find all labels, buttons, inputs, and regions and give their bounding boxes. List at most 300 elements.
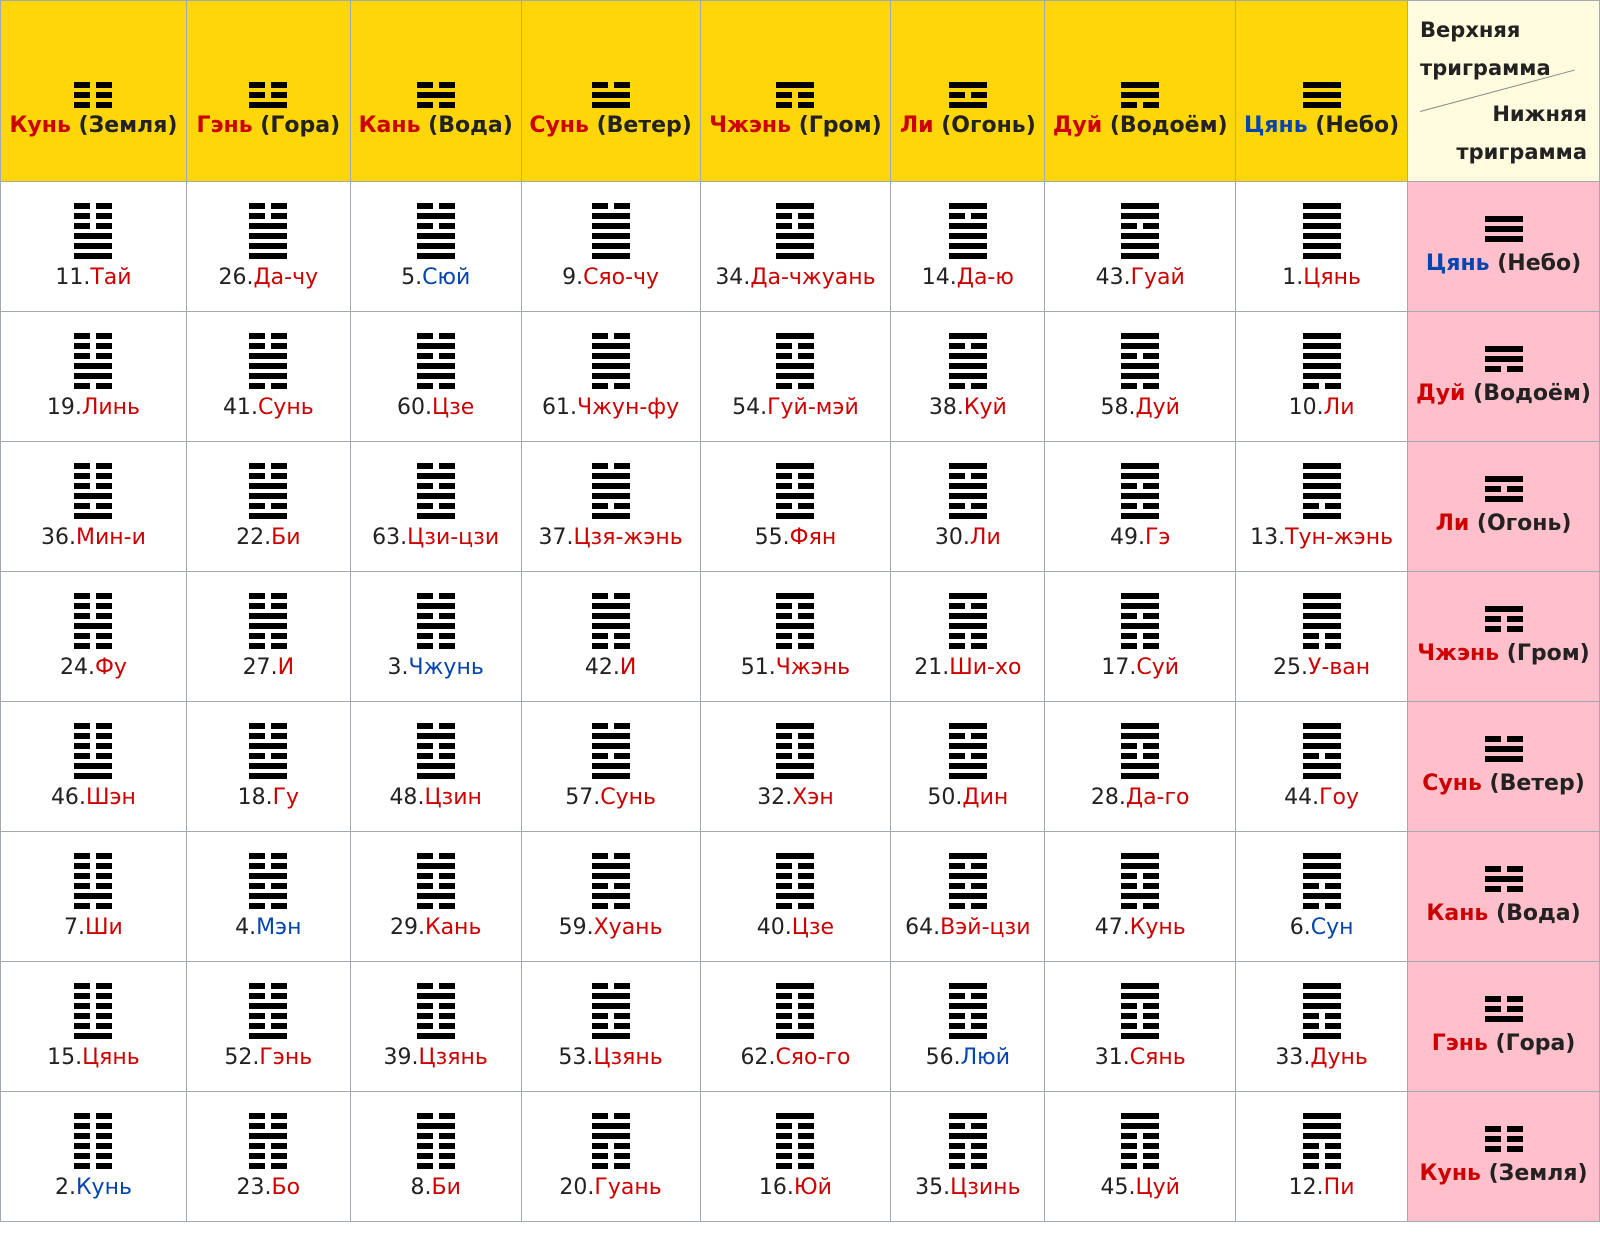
hexagram-name-link[interactable]: Би: [431, 1175, 461, 1200]
yang-line: [592, 1033, 630, 1039]
trigram-label: [529, 114, 692, 138]
hexagram-number: 27: [242, 655, 271, 680]
hexagram-name-link[interactable]: Цянь: [1303, 265, 1361, 290]
yin-line: [592, 1023, 630, 1029]
hexagram-icon: [74, 463, 112, 523]
table-row: [1, 1092, 1600, 1222]
trigram-label: [9, 114, 177, 138]
yin-line: [249, 753, 287, 759]
number-separator: .: [265, 785, 273, 810]
yang-line: [1121, 203, 1159, 209]
yin-line: [949, 863, 987, 869]
hexagram-name-link[interactable]: Чжэнь: [775, 655, 851, 680]
yang-line: [776, 233, 814, 239]
column-header-dui: [1045, 1, 1236, 182]
yang-line: [776, 763, 814, 769]
hexagram-icon: [417, 593, 455, 653]
yang-line: [592, 243, 630, 249]
hexagram-name-link[interactable]: Гоу: [1319, 785, 1360, 810]
hexagram-name-link[interactable]: Дуй: [1135, 395, 1180, 420]
lower-caption-line1: Нижняя: [1492, 102, 1587, 126]
hexagram-label: [223, 395, 314, 420]
yin-line: [776, 223, 814, 229]
yang-line: [1121, 343, 1159, 349]
hexagram-label: [55, 1175, 132, 1200]
row-header-li: [1408, 442, 1600, 572]
hexagram-icon: [592, 983, 630, 1043]
yin-line: [1121, 873, 1159, 879]
yin-line: [949, 633, 987, 639]
yin-line: [74, 643, 112, 649]
number-separator: .: [68, 1175, 76, 1200]
yin-line: [949, 1163, 987, 1169]
hexagram-cell: [521, 442, 700, 572]
yang-line: [1303, 82, 1341, 88]
hexagram-name-link[interactable]: Люй: [960, 1045, 1011, 1070]
hexagram-label: [585, 655, 636, 680]
yang-line: [949, 513, 987, 519]
hexagram-name-link[interactable]: Ши-хо: [949, 655, 1022, 680]
row-header-qian: [1408, 182, 1600, 312]
number-separator: .: [249, 915, 257, 940]
yang-line: [1121, 1113, 1159, 1119]
yin-line: [249, 343, 287, 349]
yang-line: [1303, 483, 1341, 489]
hexagram-name-link[interactable]: Цзянь: [418, 1045, 488, 1070]
hexagram-label: [60, 655, 127, 680]
hexagram-name-link[interactable]: Чжун-фу: [577, 395, 680, 420]
hexagram-label: [757, 915, 834, 940]
hexagram-name-link[interactable]: Кунь: [75, 1175, 132, 1200]
yang-line: [74, 513, 112, 519]
yang-line: [249, 743, 287, 749]
hexagram-cell: [1236, 832, 1408, 962]
yang-line: [776, 983, 814, 989]
yang-line: [1121, 82, 1159, 88]
number-separator: .: [587, 1175, 595, 1200]
hexagram-label: [55, 265, 131, 290]
hexagram-name-link[interactable]: Пи: [1323, 1175, 1355, 1200]
yin-line: [74, 883, 112, 889]
yin-line: [74, 863, 112, 869]
trigram-name: Чжэнь: [709, 112, 792, 138]
hexagram-number: 18: [237, 785, 266, 810]
hexagram-cell: [521, 182, 700, 312]
table-row: [1, 962, 1600, 1092]
yang-line: [1303, 1123, 1341, 1129]
yang-line: [949, 333, 987, 339]
yang-line: [592, 363, 630, 369]
hexagram-name-link[interactable]: Гэ: [1144, 525, 1171, 550]
number-separator: .: [955, 785, 963, 810]
yang-line: [1303, 92, 1341, 98]
hexagram-cell: [1, 182, 187, 312]
yang-line: [776, 253, 814, 259]
hexagram-name-link[interactable]: Кань: [424, 915, 482, 940]
hexagram-cell: [891, 442, 1045, 572]
hexagram-name-link[interactable]: Сунь: [600, 785, 656, 810]
yin-line: [776, 873, 814, 879]
hexagram-name-link[interactable]: Юй: [793, 1175, 832, 1200]
yang-line: [776, 1033, 814, 1039]
yang-line: [1485, 356, 1523, 362]
trigram-label: [1422, 772, 1585, 796]
hexagram-icon: [417, 723, 455, 783]
number-separator: .: [425, 395, 433, 420]
hexagram-label: [1284, 785, 1359, 810]
yang-line: [592, 473, 630, 479]
hexagram-icon: [1121, 333, 1159, 393]
yang-line: [592, 373, 630, 379]
trigram-name: Кунь: [9, 112, 71, 138]
yang-line: [592, 1133, 630, 1139]
hexagram-number: 56: [925, 1045, 954, 1070]
yin-line: [417, 1153, 455, 1159]
hexagram-cell: [186, 442, 350, 572]
yin-line: [249, 983, 287, 989]
yang-line: [949, 893, 987, 899]
yang-line: [249, 493, 287, 499]
hexagram-name-link[interactable]: Да-го: [1125, 785, 1190, 810]
yin-line: [949, 1143, 987, 1149]
hexagram-label: [51, 785, 136, 810]
yin-line: [776, 643, 814, 649]
hexagram-icon: [949, 593, 987, 653]
row-header-kan: [1408, 832, 1600, 962]
hexagram-name-link[interactable]: Цзя-жэнь: [573, 525, 683, 550]
number-separator: .: [576, 265, 584, 290]
hexagram-name-link[interactable]: Ли: [969, 525, 1001, 550]
yang-line: [949, 593, 987, 599]
yang-line: [417, 1033, 455, 1039]
number-separator: .: [612, 655, 620, 680]
hexagram-cell: [1236, 1092, 1408, 1222]
hexagram-label: [1290, 915, 1354, 940]
hexagram-name-link[interactable]: Цзинь: [950, 1175, 1021, 1200]
number-separator: .: [250, 395, 258, 420]
hexagram-name-link[interactable]: Сунь: [257, 395, 314, 420]
zhen-trigram-icon: [1485, 606, 1523, 636]
yin-line: [74, 1003, 112, 1009]
yang-line: [1303, 463, 1341, 469]
yang-line: [1485, 606, 1523, 612]
yin-line: [74, 92, 112, 98]
yin-line: [776, 633, 814, 639]
yin-line: [592, 82, 630, 88]
yang-line: [776, 243, 814, 249]
hexagram-name-link[interactable]: Ли: [1323, 395, 1355, 420]
hexagram-number: 19: [46, 395, 75, 420]
hexagram-name-link[interactable]: Чжунь: [408, 655, 484, 680]
trigram-gloss: (Вода): [420, 112, 513, 138]
hexagram-number: 43: [1095, 265, 1124, 290]
hexagram-name-link[interactable]: Шэн: [85, 785, 136, 810]
yang-line: [417, 603, 455, 609]
hexagram-cell: [1, 702, 187, 832]
yang-line: [1303, 1033, 1341, 1039]
hexagram-cell: [350, 442, 521, 572]
hexagram-label: [558, 1045, 662, 1070]
hexagram-name-link[interactable]: Гэнь: [259, 1045, 313, 1070]
yang-line: [249, 233, 287, 239]
hexagram-number: 26: [218, 265, 247, 290]
hexagram-icon: [249, 593, 287, 653]
yang-line: [1121, 253, 1159, 259]
yang-line: [776, 893, 814, 899]
yin-line: [249, 473, 287, 479]
yin-line: [592, 1013, 630, 1019]
yang-line: [1303, 253, 1341, 259]
hexagram-name-link[interactable]: Ши: [85, 915, 123, 940]
yin-line: [249, 82, 287, 88]
lower-caption-line2: триграмма: [1456, 140, 1587, 164]
hexagram-name-link[interactable]: Цзе: [791, 915, 835, 940]
yang-line: [249, 253, 287, 259]
hexagram-name-link[interactable]: И: [619, 655, 637, 680]
hexagram-label: [1101, 1175, 1180, 1200]
yin-line: [949, 92, 987, 98]
yang-line: [776, 853, 814, 859]
yang-line: [1485, 476, 1523, 482]
yang-line: [1303, 513, 1341, 519]
hexagram-name-link[interactable]: Гуань: [594, 1175, 662, 1200]
hexagram-icon: [776, 463, 814, 523]
yang-line: [949, 1033, 987, 1039]
hexagram-name-link[interactable]: Сянь: [1129, 1045, 1186, 1070]
trigram-gloss: (Вода): [1488, 901, 1581, 927]
yin-line: [74, 993, 112, 999]
yang-line: [417, 513, 455, 519]
number-separator: .: [264, 1175, 272, 1200]
hexagram-name-link[interactable]: Сяо-чу: [583, 265, 660, 290]
hexagram-name-link[interactable]: Сюй: [422, 265, 471, 290]
number-separator: .: [1123, 265, 1131, 290]
hexagram-cell: [1, 832, 187, 962]
hexagram-name-link[interactable]: У-ван: [1308, 655, 1371, 680]
yin-line: [776, 743, 814, 749]
yin-line: [417, 1113, 455, 1119]
yin-line: [249, 463, 287, 469]
hexagram-name-link[interactable]: Сун: [1310, 915, 1354, 940]
hexagram-icon: [249, 203, 287, 263]
yang-line: [417, 243, 455, 249]
hexagram-name-link[interactable]: Цзянь: [593, 1045, 663, 1070]
yin-line: [74, 613, 112, 619]
hexagram-cell: [700, 832, 891, 962]
hexagram-icon: [417, 1113, 455, 1173]
yang-line: [417, 363, 455, 369]
yin-line: [249, 883, 287, 889]
hexagram-name-link[interactable]: Дунь: [1310, 1045, 1368, 1070]
hexagram-number: 40: [756, 915, 785, 940]
hexagram-name-link[interactable]: Цзи-цзи: [407, 525, 500, 550]
number-separator: .: [1128, 1175, 1136, 1200]
yang-line: [776, 203, 814, 209]
number-separator: .: [586, 915, 594, 940]
hexagram-label: [41, 525, 146, 550]
hexagram-number: 20: [559, 1175, 588, 1200]
yang-line: [592, 493, 630, 499]
hexagram-name-link[interactable]: Хуань: [593, 915, 663, 940]
hexagram-name-link[interactable]: Би: [271, 525, 301, 550]
hexagram-number: 5: [401, 265, 416, 290]
hexagram-name-link[interactable]: Хэн: [792, 785, 834, 810]
hexagram-number: 1: [1282, 265, 1297, 290]
yang-line: [249, 363, 287, 369]
hexagram-label: [565, 785, 656, 810]
trigram-label: [1053, 114, 1228, 138]
yang-line: [1485, 1016, 1523, 1022]
hexagram-name-link[interactable]: Гуй-мэй: [767, 395, 859, 420]
hexagram-cell: [891, 1092, 1045, 1222]
yang-line: [249, 773, 287, 779]
yin-line: [592, 883, 630, 889]
yang-line: [417, 773, 455, 779]
hexagram-icon: [74, 1113, 112, 1173]
hexagram-name-link[interactable]: Дин: [962, 785, 1009, 810]
hexagram-label: [235, 915, 301, 940]
column-header-li: [891, 1, 1045, 182]
yang-line: [249, 223, 287, 229]
hexagram-name-link[interactable]: Цзе: [432, 395, 475, 420]
hexagram-name-link[interactable]: Гуай: [1130, 265, 1185, 290]
yin-line: [417, 223, 455, 229]
hexagram-label: [1091, 785, 1190, 810]
number-separator: .: [743, 265, 751, 290]
yin-line: [949, 473, 987, 479]
hexagram-label: [1289, 1175, 1355, 1200]
hexagram-name-link[interactable]: Сяо-го: [775, 1045, 851, 1070]
hexagram-name-link[interactable]: Цуй: [1135, 1175, 1180, 1200]
table-row: [1, 572, 1600, 702]
hexagram-name-link[interactable]: Цзин: [424, 785, 482, 810]
hexagram-name-link[interactable]: Мин-и: [75, 525, 146, 550]
hexagram-name-link[interactable]: Да-чжуань: [750, 265, 876, 290]
lower-trigram-caption: [1456, 95, 1587, 171]
yin-line: [776, 1133, 814, 1139]
yang-line: [949, 773, 987, 779]
hexagram-name-link[interactable]: Линь: [81, 395, 141, 420]
yin-line: [592, 333, 630, 339]
hexagram-number: 48: [389, 785, 418, 810]
yang-line: [592, 613, 630, 619]
number-separator: .: [83, 265, 91, 290]
trigram-gloss: (Земля): [70, 112, 178, 138]
hexagram-name-link[interactable]: И: [277, 655, 295, 680]
zhen-trigram-icon: [776, 82, 814, 112]
hexagram-number: 24: [59, 655, 88, 680]
hexagram-cell: [1045, 962, 1236, 1092]
yang-line: [949, 102, 987, 108]
hexagram-number: 7: [64, 915, 79, 940]
hexagram-number: 64: [905, 915, 934, 940]
hexagram-name-link[interactable]: Куй: [963, 395, 1007, 420]
yang-line: [74, 243, 112, 249]
number-separator: .: [78, 915, 86, 940]
hexagram-name-link[interactable]: Бо: [271, 1175, 301, 1200]
hexagram-name-link[interactable]: Тай: [90, 265, 132, 290]
trigram-label: [1417, 642, 1589, 666]
yin-line: [776, 353, 814, 359]
number-separator: .: [400, 525, 408, 550]
yang-line: [949, 373, 987, 379]
number-separator: .: [768, 655, 776, 680]
yin-line: [74, 1133, 112, 1139]
yin-line: [74, 343, 112, 349]
hexagram-name-link[interactable]: Гу: [272, 785, 300, 810]
hexagram-name-link[interactable]: Кунь: [1129, 915, 1186, 940]
yin-line: [592, 203, 630, 209]
yin-line: [592, 1153, 630, 1159]
yang-line: [417, 213, 455, 219]
yang-line: [592, 92, 630, 98]
yang-line: [949, 873, 987, 879]
yin-line: [74, 633, 112, 639]
hexagram-icon: [417, 853, 455, 913]
trigram-label: [359, 114, 513, 138]
hexagram-label: [922, 265, 1014, 290]
hexagram-number: 60: [397, 395, 426, 420]
trigram-label: [1426, 252, 1581, 276]
yang-line: [249, 353, 287, 359]
hexagram-name-link[interactable]: Да-чу: [253, 265, 319, 290]
hexagram-icon: [949, 723, 987, 783]
number-separator: .: [1312, 785, 1320, 810]
hexagram-name-link[interactable]: Мэн: [256, 915, 302, 940]
hexagram-name-link[interactable]: Да-ю: [956, 265, 1014, 290]
dui-trigram-icon: [1485, 346, 1523, 376]
hexagram-name-link[interactable]: Фу: [94, 655, 127, 680]
hexagram-name-link[interactable]: Цянь: [82, 1045, 140, 1070]
hexagram-number: 23: [236, 1175, 265, 1200]
yin-line: [1485, 736, 1523, 742]
yin-line: [417, 883, 455, 889]
hexagram-icon: [249, 853, 287, 913]
hexagram-cell: [521, 1092, 700, 1222]
hexagram-label: [926, 1045, 1010, 1070]
yin-line: [249, 993, 287, 999]
yang-line: [1485, 346, 1523, 352]
hexagram-label: [732, 395, 859, 420]
hexagram-label: [401, 265, 470, 290]
yang-line: [592, 763, 630, 769]
number-separator: .: [1316, 395, 1324, 420]
hexagram-icon: [592, 723, 630, 783]
corner-cell: [1408, 1, 1600, 182]
yin-line: [592, 1143, 630, 1149]
trigram-name: Цянь: [1243, 112, 1308, 138]
hexagram-icon: [592, 203, 630, 263]
trigram-label: [900, 114, 1036, 138]
yang-line: [949, 82, 987, 88]
yin-line: [417, 1023, 455, 1029]
yang-line: [417, 733, 455, 739]
column-header-gen: [186, 1, 350, 182]
trigram-label: [709, 114, 881, 138]
yin-line: [1303, 503, 1341, 509]
hexagram-name-link[interactable]: Вэй-цзи: [940, 915, 1031, 940]
hexagram-name-link[interactable]: Фян: [789, 525, 837, 550]
hexagram-name-link[interactable]: Суй: [1136, 655, 1180, 680]
hexagram-icon: [592, 1113, 630, 1173]
hexagram-name-link[interactable]: Тун-жэнь: [1285, 525, 1394, 550]
yin-line: [1121, 1003, 1159, 1009]
yin-line: [949, 1153, 987, 1159]
yin-line: [74, 203, 112, 209]
column-header-kan: [350, 1, 521, 182]
yang-line: [1121, 1033, 1159, 1039]
hexagram-cell: [1, 1092, 187, 1222]
